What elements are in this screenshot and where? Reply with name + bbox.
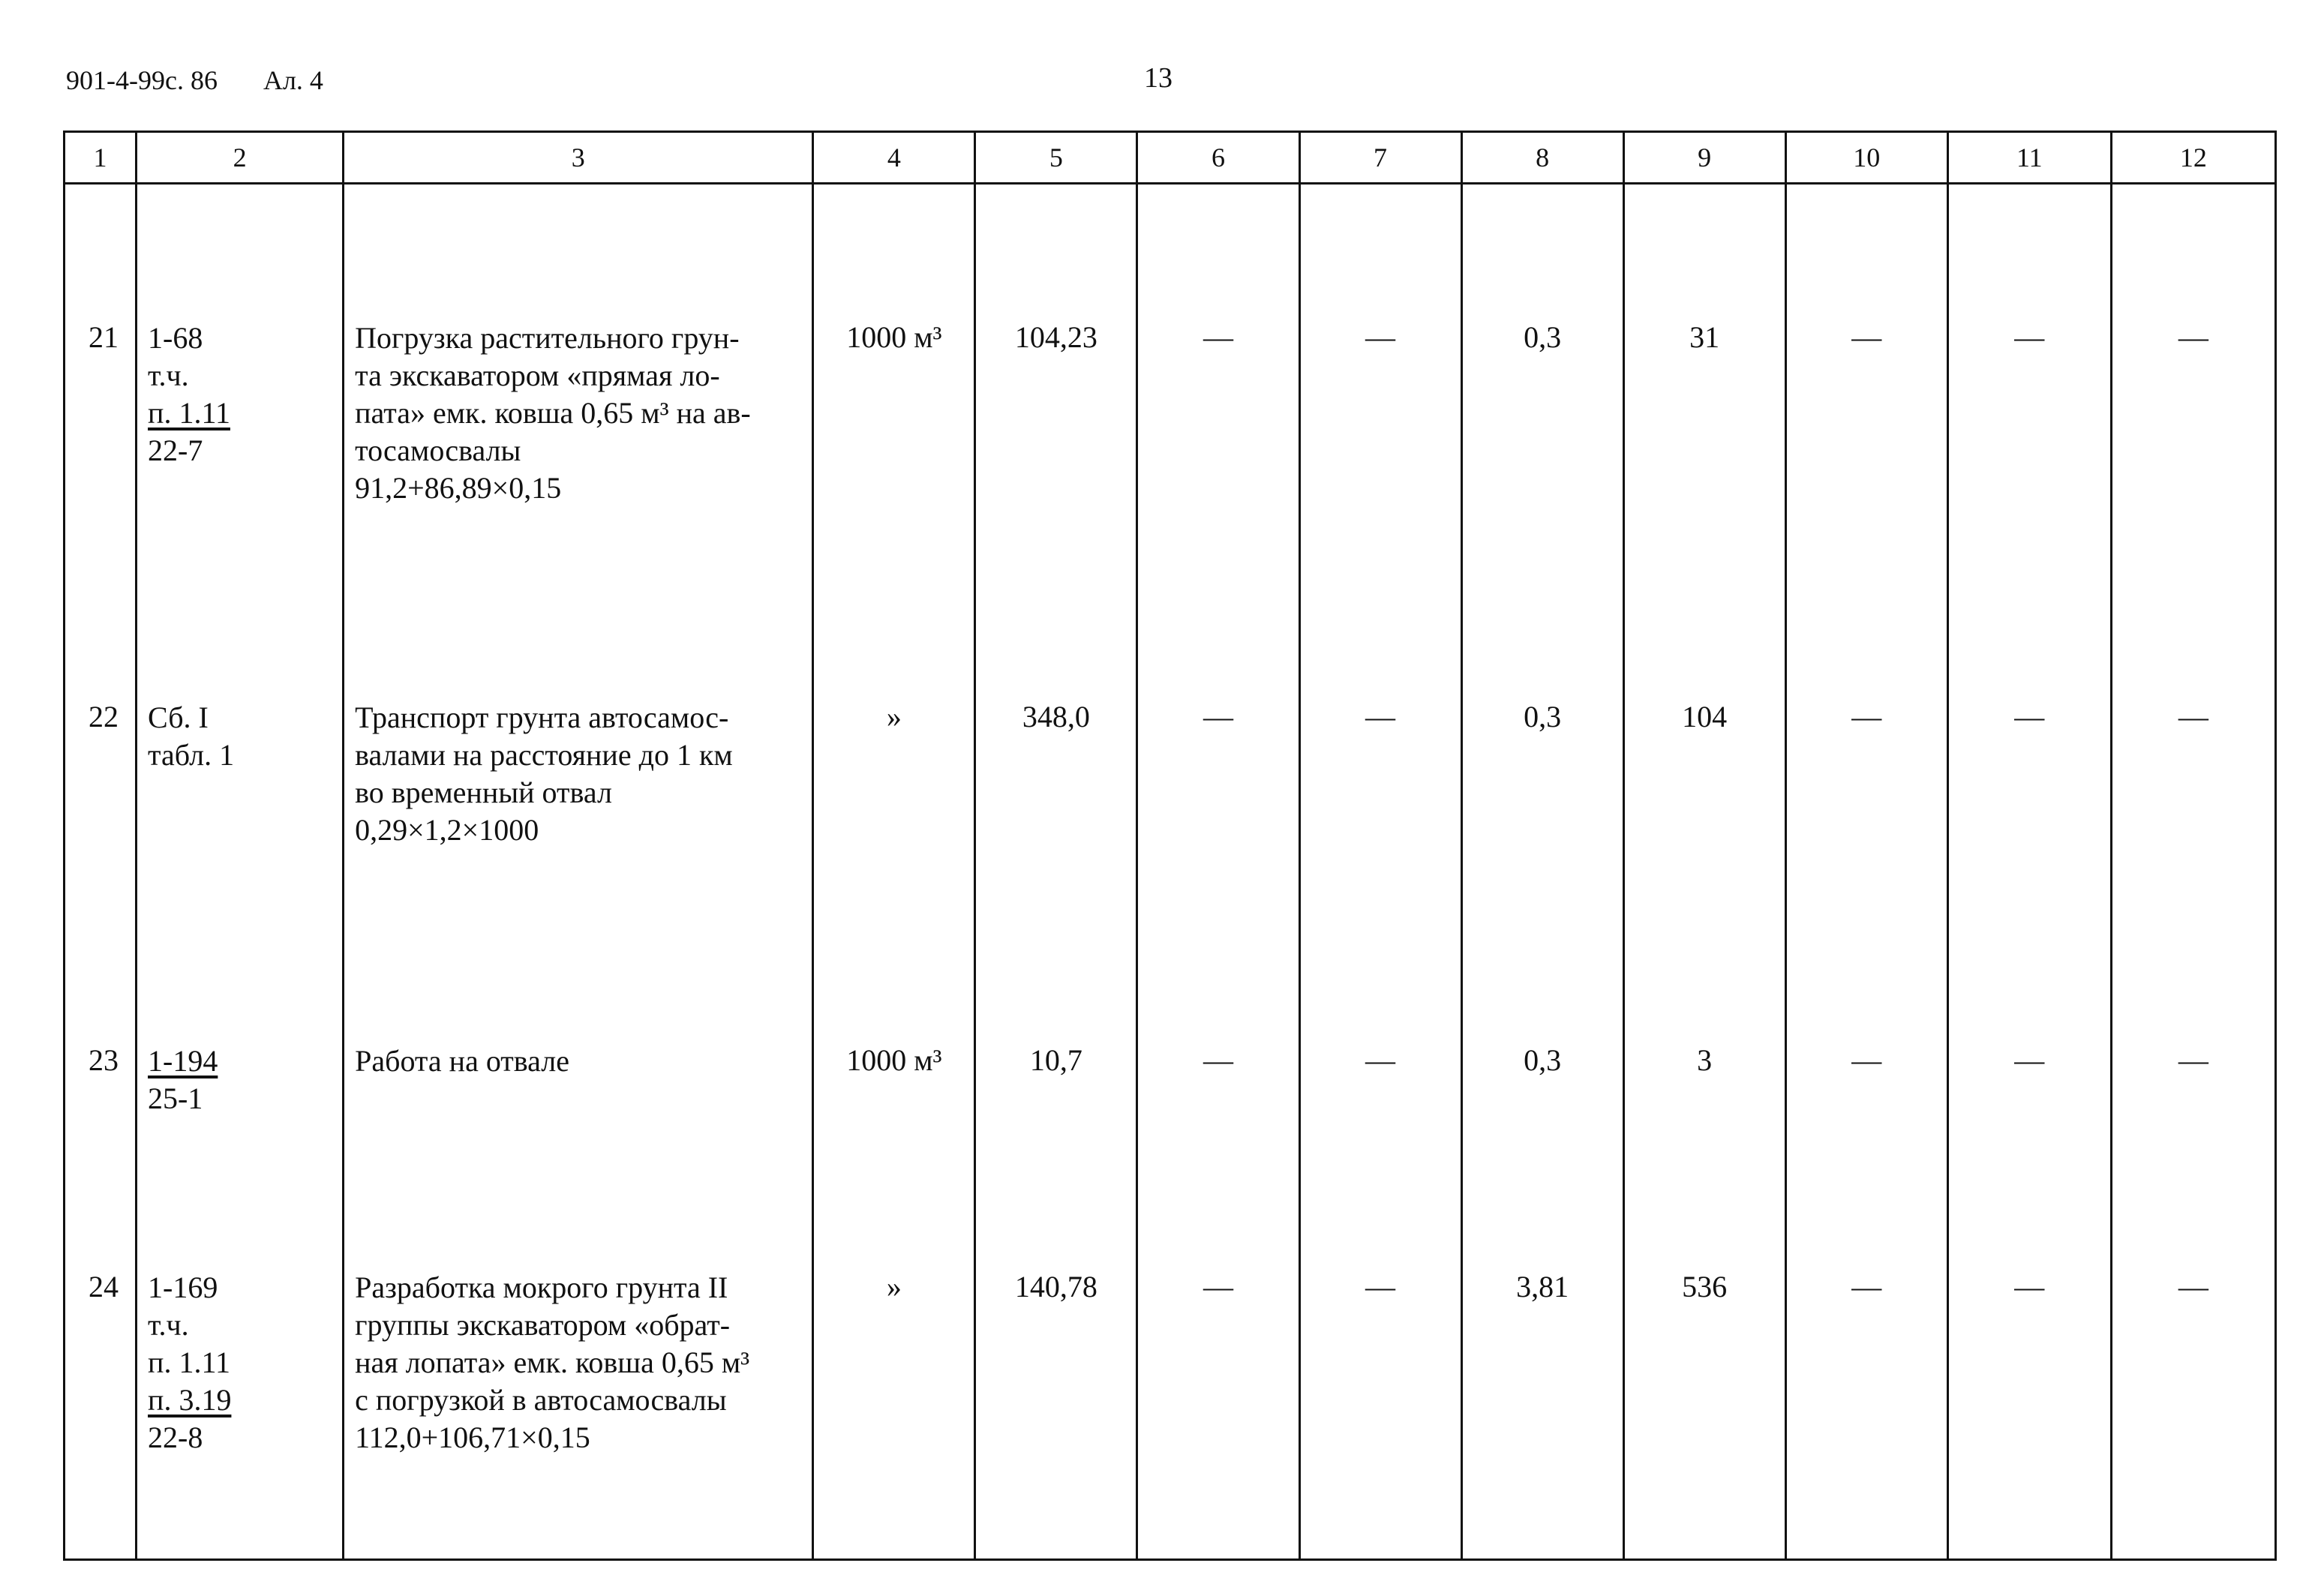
col-header-11: 11 xyxy=(1947,132,2111,184)
desc-line: во временный отвал xyxy=(355,776,612,809)
col-11-value: — xyxy=(1947,1042,2111,1269)
desc-line: тосамосвалы xyxy=(355,434,521,467)
row-number: 21 xyxy=(65,184,137,700)
desc-line: ная лопата» емк. ковша 0,65 м³ xyxy=(355,1346,750,1379)
row-number: 22 xyxy=(65,699,137,1042)
desc-line: группы экскаватором «обрат- xyxy=(355,1308,731,1342)
work-description xyxy=(344,1042,813,1269)
col-6-value: — xyxy=(1137,1042,1299,1269)
col-9-value: 536 xyxy=(1623,1269,1785,1560)
unit: » xyxy=(813,699,975,1042)
work-description xyxy=(344,184,813,700)
desc-line: 91,2+86,89×0,15 xyxy=(355,471,562,505)
col-10-value: — xyxy=(1785,1042,1947,1269)
unit: » xyxy=(813,1269,975,1560)
col-header-6: 6 xyxy=(1137,132,1299,184)
col-header-5: 5 xyxy=(975,132,1137,184)
quantity: 104,23 xyxy=(975,184,1137,700)
desc-line: Погрузка растительного грун- xyxy=(355,321,740,355)
col-10-value: — xyxy=(1785,184,1947,700)
ref-line: 1-68 xyxy=(148,321,203,355)
ref-line: 22-8 xyxy=(148,1420,203,1454)
table-row xyxy=(65,699,2276,1042)
row-number: 23 xyxy=(65,1042,137,1269)
col-12-value: — xyxy=(2111,1042,2275,1269)
page-number: 13 xyxy=(1144,62,1173,94)
col-header-10: 10 xyxy=(1785,132,1947,184)
unit: 1000 м³ xyxy=(813,1042,975,1269)
desc-line: пата» емк. ковша 0,65 м³ на ав- xyxy=(355,396,751,430)
ref-line: п. 1.11 xyxy=(148,1346,230,1379)
ref-line: т.ч. xyxy=(148,358,189,392)
col-header-9: 9 xyxy=(1623,132,1785,184)
ref-line: 22-7 xyxy=(148,434,203,467)
quantity: 10,7 xyxy=(975,1042,1137,1269)
col-header-8: 8 xyxy=(1461,132,1623,184)
col-header-12: 12 xyxy=(2111,132,2275,184)
column-number-row xyxy=(65,132,2276,184)
doc-code-text: 901-4-99с. 86 xyxy=(66,65,218,95)
col-11-value: — xyxy=(1947,1269,2111,1560)
desc-line: Транспорт грунта автосамос- xyxy=(355,700,729,734)
col-11-value: — xyxy=(1947,184,2111,700)
norm-reference xyxy=(137,1269,344,1560)
col-8-value: 0,3 xyxy=(1461,1042,1623,1269)
col-7-value: — xyxy=(1299,184,1461,700)
table-row xyxy=(65,184,2276,700)
col-12-value: — xyxy=(2111,1269,2275,1560)
col-10-value: — xyxy=(1785,1269,1947,1560)
col-header-1: 1 xyxy=(65,132,137,184)
col-11-value: — xyxy=(1947,699,2111,1042)
col-9-value: 3 xyxy=(1623,1042,1785,1269)
col-header-4: 4 xyxy=(813,132,975,184)
col-7-value: — xyxy=(1299,1269,1461,1560)
work-description xyxy=(344,1269,813,1560)
quantity: 140,78 xyxy=(975,1269,1137,1560)
col-10-value: — xyxy=(1785,699,1947,1042)
desc-line: Работа на отвале xyxy=(355,1044,569,1078)
desc-line: с погрузкой в автосамосвалы xyxy=(355,1383,727,1417)
ref-line: Сб. I xyxy=(148,700,209,734)
col-6-value: — xyxy=(1137,1269,1299,1560)
ref-line: 1-169 xyxy=(148,1270,218,1304)
norm-reference xyxy=(137,184,344,700)
document-code xyxy=(66,64,323,96)
ref-line: т.ч. xyxy=(148,1308,189,1342)
ref-line: 25-1 xyxy=(148,1082,203,1115)
estimate-table xyxy=(63,130,2277,1561)
sheet-label: Ал. 4 xyxy=(263,65,323,95)
col-12-value: — xyxy=(2111,184,2275,700)
col-6-value: — xyxy=(1137,184,1299,700)
col-9-value: 104 xyxy=(1623,699,1785,1042)
col-8-value: 0,3 xyxy=(1461,699,1623,1042)
norm-reference xyxy=(137,699,344,1042)
row-number: 24 xyxy=(65,1269,137,1560)
desc-line: 112,0+106,71×0,15 xyxy=(355,1420,590,1454)
ref-line: п. 3.19 xyxy=(148,1383,232,1417)
ref-line: табл. 1 xyxy=(148,738,235,772)
work-description xyxy=(344,699,813,1042)
col-9-value: 31 xyxy=(1623,184,1785,700)
desc-line: та экскаватором «прямая ло- xyxy=(355,358,720,392)
quantity: 348,0 xyxy=(975,699,1137,1042)
col-8-value: 0,3 xyxy=(1461,184,1623,700)
ref-line: п. 1.11 xyxy=(148,396,230,430)
unit: 1000 м³ xyxy=(813,184,975,700)
table-row xyxy=(65,1269,2276,1560)
norm-reference xyxy=(137,1042,344,1269)
col-7-value: — xyxy=(1299,699,1461,1042)
desc-line: 0,29×1,2×1000 xyxy=(355,813,539,847)
col-header-7: 7 xyxy=(1299,132,1461,184)
table-row xyxy=(65,1042,2276,1269)
col-12-value: — xyxy=(2111,699,2275,1042)
col-header-3: 3 xyxy=(344,132,813,184)
ref-line: 1-194 xyxy=(148,1044,218,1078)
col-header-2: 2 xyxy=(137,132,344,184)
col-6-value: — xyxy=(1137,699,1299,1042)
desc-line: валами на расстояние до 1 км xyxy=(355,738,733,772)
col-7-value: — xyxy=(1299,1042,1461,1269)
desc-line: Разработка мокрого грунта II xyxy=(355,1270,728,1304)
col-8-value: 3,81 xyxy=(1461,1269,1623,1560)
